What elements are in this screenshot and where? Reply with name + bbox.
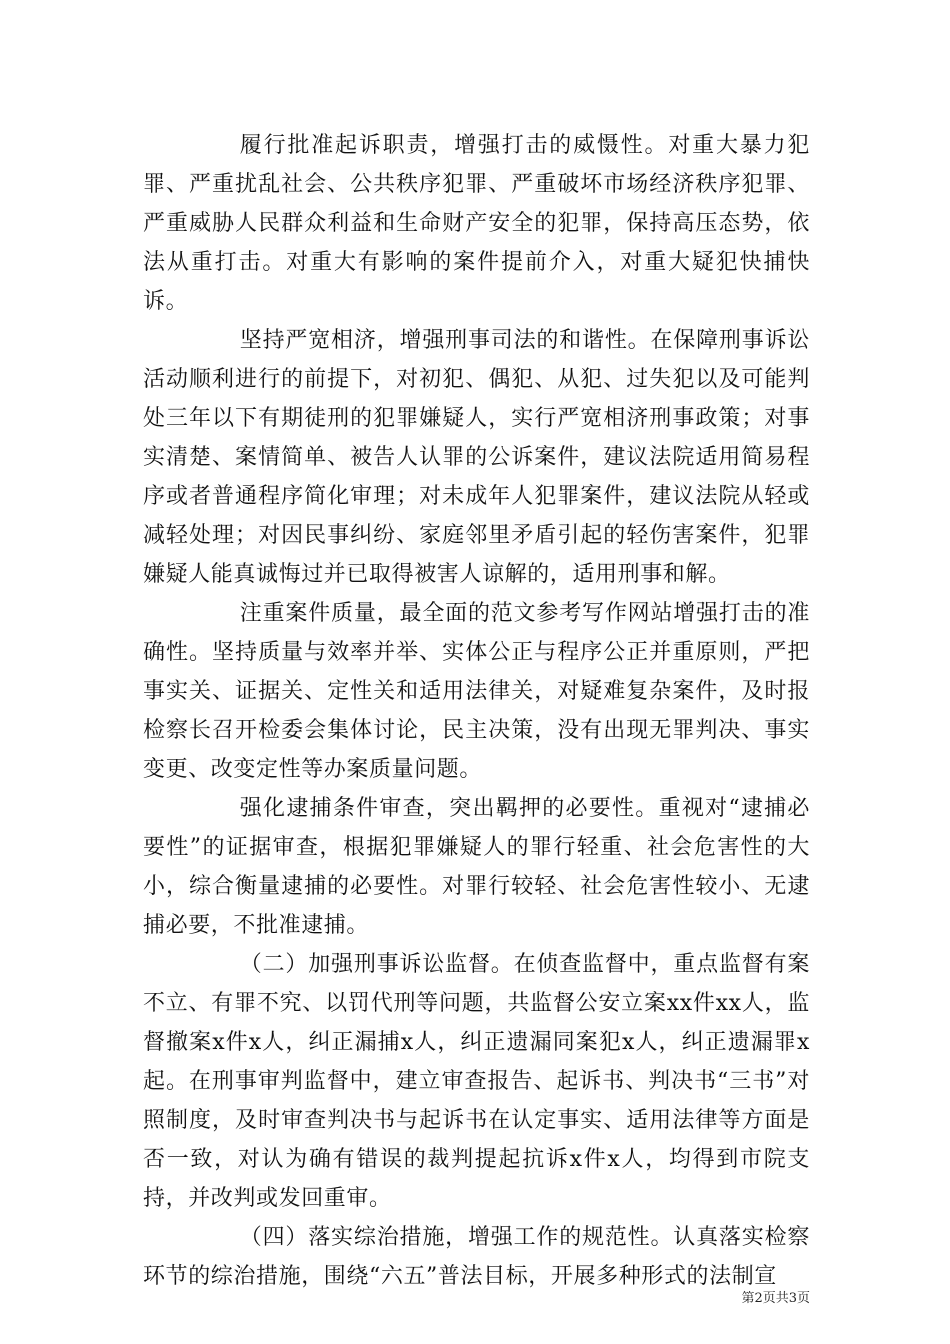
document-body <box>143 126 810 1296</box>
paragraph-leniency-severity: 坚持严宽相济，增强刑事司法的和谐性。在保障刑事诉讼活动顺利进行的前提下，对初犯、偶犯、从犯、过失犯以及可能判处三年以下有期徒刑的犯罪嫌疑人，实行严宽相济刑事政策；对事实清楚、案情简单、被告人认罪的公诉案件，建议法院适用简易程序或者普通程序简化审理；对未成年人犯罪案件，建议法院从轻或减轻处理；对因民事纠纷、家庭邻里矛盾引起的轻伤害案件，犯罪嫌疑人能真诚悔过并已取得被害人谅解的，适用刑事和解。 <box>143 328 810 587</box>
paragraph-approve-prosecution: 履行批准起诉职责，增强打击的威慑性。对重大暴力犯罪、严重扰乱社会、公共秩序犯罪、严重破坏市场经济秩序犯罪、严重威胁人民群众利益和生命财产安全的犯罪，保持高压态势，依法从重打击。对重大有影响的案件提前介入，对重大疑犯快捕快诉。 <box>143 133 810 314</box>
paragraph-comprehensive-measures: （四）落实综治措施，增强工作的规范性。认真落实检察环节的综治措施，围绕“六五”普法目标，开展多种形式的法制宣 <box>143 1225 810 1289</box>
paragraph-case-quality: 注重案件质量，最全面的范文参考写作网站增强打击的准确性。坚持质量与效率并举、实体公正与程序公正并重原则，严把事实关、证据关、定性关和适用法律关，对疑难复杂案件，及时报检察长召开检委会集体讨论，民主决策，没有出现无罪判决、事实变更、改变定性等办案质量问题。 <box>143 601 810 782</box>
paragraph-criminal-supervision: （二）加强刑事诉讼监督。在侦查监督中，重点监督有案不立、有罪不究、以罚代刑等问题，共监督公安立案xx件xx人，监督撤案x件x人，纠正漏捕x人，纠正遗漏同案犯x人，纠正遗漏罪x起。在刑事审判监督中，建立审查报告、起诉书、判决书“三书”对照制度，及时审查判决书与起诉书在认定事实、适用法律等方面是否一致，对认为确有错误的裁判提起抗诉x件x人，均得到市院支持，并改判或发回重审。 <box>143 952 810 1211</box>
page-number-footer: 第2页共3页 <box>741 1291 810 1306</box>
paragraph-arrest-review: 强化逮捕条件审查，突出羁押的必要性。重视对“逮捕必要性”的证据审查，根据犯罪嫌疑人的罪行轻重、社会危害性的大小，综合衡量逮捕的必要性。对罪行较轻、社会危害性较小、无逮捕必要，不批准逮捕。 <box>143 796 810 938</box>
